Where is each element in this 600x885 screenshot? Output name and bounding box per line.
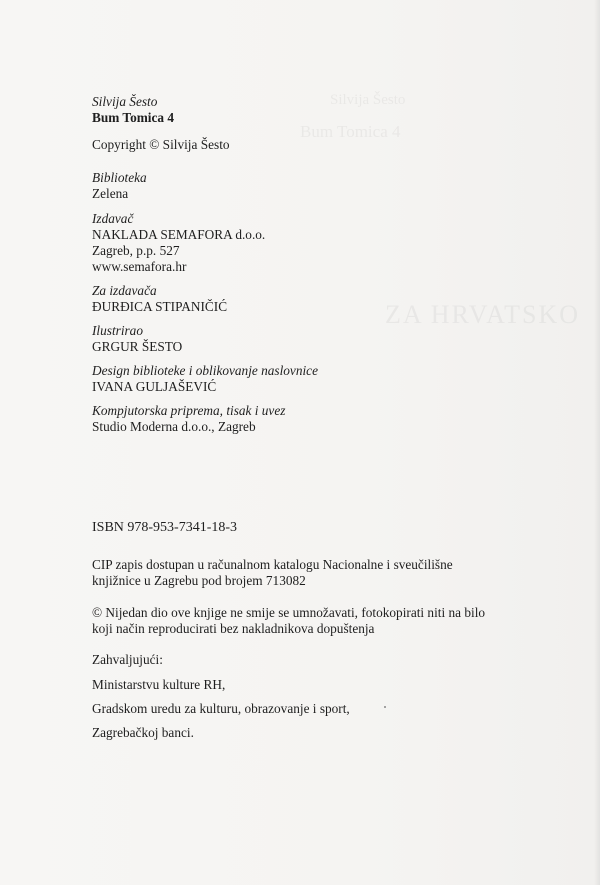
credit-value: www.semafora.hr <box>92 259 187 274</box>
credit-value: IVANA GULJAŠEVIĆ <box>92 379 217 394</box>
credit-label: Design biblioteke i oblikovanje naslovnice <box>92 363 318 378</box>
thanks-item-text: Zagrebačkoj banci. <box>92 725 194 740</box>
show-through-title: Bum Tomica 4 <box>300 122 401 141</box>
credit-value: Zelena <box>92 186 129 201</box>
show-through-heading: ZA HRVATSKO <box>385 300 580 329</box>
credit-za-izdavaca <box>92 283 227 315</box>
credit-value: NAKLADA SEMAFORA d.o.o. <box>92 227 266 242</box>
thanks-item-text: Gradskom uredu za kulturu, obrazovanje i sport, <box>92 701 350 716</box>
credit-value: ĐURĐICA STIPANIČIĆ <box>92 299 228 314</box>
credit-label: Izdavač <box>92 211 134 226</box>
book-title: Bum Tomica 4 <box>92 110 175 125</box>
credit-label: Ilustrirao <box>92 323 143 338</box>
credit-ilustrirao <box>92 323 182 355</box>
thanks-heading <box>92 652 163 668</box>
thanks-heading-text: Zahvaljujući: <box>92 652 163 667</box>
rights-notice <box>92 605 485 637</box>
credit-biblioteka <box>92 170 147 202</box>
credit-izdavac <box>92 211 265 275</box>
credit-label: Za izdavača <box>92 283 157 298</box>
credit-label: Kompjutorska priprema, tisak i uvez <box>92 403 286 418</box>
thanks-item <box>92 677 225 693</box>
thanks-item-text: Ministarstvu kulture RH, <box>92 677 226 692</box>
credit-design <box>92 363 318 395</box>
imprint-header <box>92 94 230 153</box>
cip-line: CIP zapis dostupan u računalnom katalogu Nacionalne i sveučilišne <box>92 557 453 572</box>
credit-value: Studio Moderna d.o.o., Zagreb <box>92 419 256 434</box>
copyright-line: Copyright © Silvija Šesto <box>92 137 230 152</box>
credit-label: Biblioteka <box>92 170 147 185</box>
credit-value: GRGUR ŠESTO <box>92 339 183 354</box>
rights-line: © Nijedan dio ove knjige ne smije se umnožavati, fotokopirati niti na bilo <box>92 605 486 620</box>
page-edge-shadow <box>594 0 600 885</box>
cip-notice <box>92 557 453 589</box>
show-through-author: Silvija Šesto <box>330 92 406 108</box>
credit-kompjutorska <box>92 403 285 435</box>
rights-line: koji način reproducirati bez nakladnikova dopuštenja <box>92 621 375 636</box>
thanks-item <box>92 725 194 741</box>
paper-speck <box>384 706 386 708</box>
credit-value: Zagreb, p.p. 527 <box>92 243 180 258</box>
isbn-number: ISBN 978-953-7341-18-3 <box>92 520 238 535</box>
isbn-line <box>92 520 237 536</box>
cip-line: knjižnice u Zagrebu pod brojem 713082 <box>92 573 306 588</box>
author-name: Silvija Šesto <box>92 94 158 109</box>
thanks-item <box>92 701 350 717</box>
